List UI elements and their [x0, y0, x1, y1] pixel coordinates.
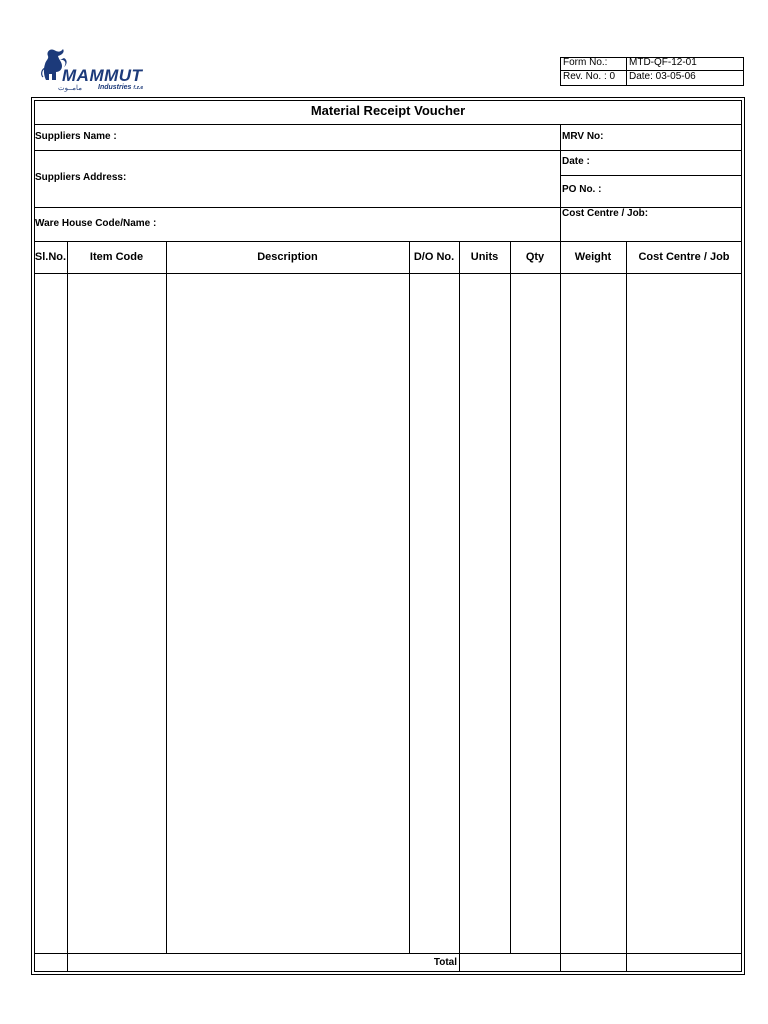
logo-subtitle: [98, 84, 143, 91]
cost-centre-field[interactable]: Cost Centre / Job:: [562, 208, 649, 219]
form-date-label: Date: 03-05-06: [629, 71, 696, 82]
form-no-value: MTD-QF-12-01: [629, 57, 697, 68]
total-label: Total: [433, 957, 457, 968]
column-header-sl-no: Sl.No.: [34, 251, 67, 263]
logo-subtitle-text: Industries: [98, 84, 132, 91]
column-header-weight: Weight: [574, 251, 612, 263]
column-header-units: Units: [470, 251, 499, 263]
suppliers-name-field[interactable]: Suppliers Name :: [35, 131, 117, 142]
warehouse-field[interactable]: Ware House Code/Name :: [35, 218, 157, 229]
po-no-field[interactable]: PO No. :: [562, 184, 602, 195]
column-header-item-code: Item Code: [89, 251, 144, 263]
column-header-cost-centre-job: Cost Centre / Job: [638, 251, 730, 263]
column-header-do-no: D/O No.: [413, 251, 455, 263]
page-title: Material Receipt Voucher: [310, 103, 466, 118]
column-header-description: Description: [257, 251, 318, 263]
mrv-no-field[interactable]: MRV No:: [562, 131, 604, 142]
logo-brand: MAMMUT: [62, 66, 143, 85]
logo-arabic: مامــوت: [58, 85, 82, 92]
date-field[interactable]: Date :: [562, 156, 590, 167]
column-header-qty: Qty: [525, 251, 545, 263]
suppliers-address-field[interactable]: Suppliers Address:: [35, 172, 127, 183]
rev-no-label: Rev. No. : 0: [563, 71, 616, 82]
logo-suffix: f.z.e: [133, 85, 144, 91]
company-logo: [40, 46, 148, 94]
form-no-label: Form No.:: [563, 57, 608, 68]
